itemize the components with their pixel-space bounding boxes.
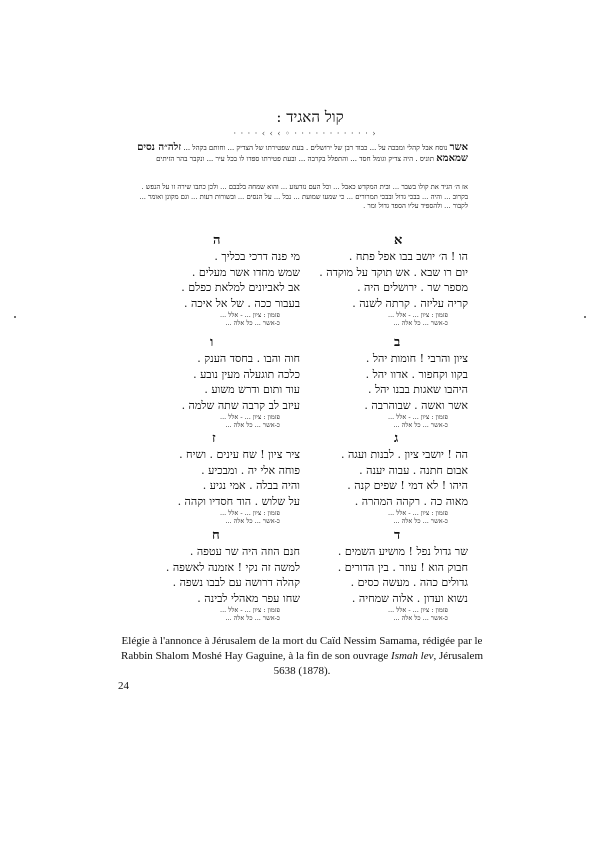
stanza-verse-line: היהבו שאגות בבנו יהל . [367, 383, 468, 396]
ornament-line: · · · · ‹ ‹ ‹ ◦ · · · · · · · · · · · › [233, 129, 377, 138]
stanza-letter: ג [394, 431, 399, 446]
stanza-verse-line: למשה זה נקי ! אזמנה לאשפה . [165, 560, 300, 574]
stanza-verse-line: שחו עפר מאהלי לבינה . [197, 591, 300, 605]
stanza-refrain-note: כ-אשר ... כל אלה ... [225, 421, 280, 429]
stanza-verse-line: מאוה כה . רקהה המהרה . [354, 494, 468, 508]
stanza-verse-line: פוחה אלי יה . ומבכיע . [201, 463, 300, 477]
stanza-block [318, 351, 468, 429]
intro-line-2: תוניס . היה צדיק וגומל חסד ... והתפלל בקרבה ... ובעת פטירתו ספדו לו בכל עיר ... ונקבר בהר הזיתים [156, 154, 434, 163]
stanza-refrain-note: פזמון : ציון ... - אלל ... [388, 311, 448, 319]
stanza-block [150, 249, 300, 327]
stanza-block [318, 544, 468, 622]
stanza-refrain-note: כ-אשר ... כל אלה ... [393, 421, 448, 429]
stanza-letter: ז [212, 431, 216, 446]
caption-line-3: 5638 (1878). [273, 665, 331, 677]
stanza-letter: ה [213, 233, 221, 248]
stanza-verse-line: אשר ואשה . שבוהרבה . [364, 398, 468, 412]
intro-lead-word: אשר [449, 142, 468, 153]
stanza-letter: ח [212, 528, 220, 543]
stanza-verse-line: ציר ציון ! שח עינים . ושיח . [179, 448, 300, 461]
caption-line-2-text: Rabbin Shalom Moshé Hay Gaguine, à la fin de son ouvrage [120, 650, 392, 662]
caption-line-2-end: , Jérusalem [433, 650, 483, 662]
stanza-verse-line: מספר שר . ירושלים היה . [357, 281, 468, 294]
stanza-verse-line: שמש מחדו אשר מעלים . [191, 265, 300, 279]
caption-line-2 [116, 649, 488, 664]
stanza-verse-line: חבוק הוא ! עוזר . בין הדורים . [337, 560, 468, 574]
intro-line-1: נוסח אבל קהלי ומבכה על ... כבוד רבן של ירושלים . בעת שפטירתו של הצדיק ... וחותם בקהל ... [183, 144, 448, 152]
stanza-block [150, 447, 300, 525]
stanza-letter: ו [210, 335, 214, 350]
stanza-block [318, 447, 468, 525]
stanza-letter: ב [394, 335, 401, 350]
stanza-refrain-note: כ-אשר ... כל אלה ... [393, 614, 448, 622]
stanza-refrain-note: פזמון : ציון ... - אלל ... [220, 311, 280, 319]
stanza-refrain-note: פזמון : ציון ... - אלל ... [388, 606, 448, 614]
stanza-verse-line: אבום חתנה . עבוה יענה . [359, 463, 468, 477]
stanza-refrain-note: כ-אשר ... כל אלה ... [225, 319, 280, 327]
stanza-verse-line: מי פנה דרכי בכליך . [214, 250, 300, 263]
intro-highlight: זלה״ה נסים שמאמא [137, 142, 468, 164]
intro-line-4: כי שמעו שמועת ... נבל ... על הנסים ... ובשורות רעות ... וגם מקונן ואומר ... לקבור ... ולהספיד עליו הספד גדול ומר . [139, 192, 468, 210]
stanza-refrain-note: כ-אשר ... כל אלה ... [225, 517, 280, 525]
stanza-verse-line: והיה בבלה . אמי נגיע . [202, 479, 300, 492]
stanza-refrain-note: פזמון : ציון ... - אלל ... [388, 413, 448, 421]
stanza-verse-line: גדולים כהה . מעשה כסים . [350, 576, 468, 589]
stanza-verse-line: חוה והבו . בחסד הענק . [197, 352, 300, 365]
intro-paragraph-2 [133, 183, 468, 212]
stanza-block [150, 544, 300, 622]
stanza-verse-line: חנם הוזה היה שר עטפה . [189, 545, 300, 558]
page-number: 24 [118, 680, 129, 692]
stanza-refrain-note: כ-אשר ... כל אלה ... [225, 614, 280, 622]
stanza-refrain-note: פזמון : ציון ... - אלל ... [220, 606, 280, 614]
stanza-refrain-note: פזמון : ציון ... - אלל ... [388, 509, 448, 517]
stanza-verse-line: קריה עליזה . קרתה לשנה . [352, 296, 468, 310]
stanza-verse-line: יום רו שבא . אש תוקד על מוקדה . [319, 265, 468, 279]
stanza-refrain-note: כ-אשר ... כל אלה ... [393, 517, 448, 525]
stanza-verse-line: עיזב לב קרבה שתה שלמה . [181, 398, 300, 412]
stanza-letter: א [394, 233, 403, 248]
stanza-verse-line: בקוו וקחפור . אדוו יהל . [365, 367, 468, 381]
stanza-verse-line: ציון והרבי ! חומות יהל . [365, 352, 468, 365]
stanza-verse-line: בעבור ככה . של אל איכה . [184, 296, 300, 310]
stanza-verse-line: הו ! ה׳ יושב בבו אפל פתח . [348, 250, 468, 263]
stanza-verse-line: היהו ! לא דמי ! שפים קנה . [347, 479, 468, 492]
intro-line-3: אז ה׳ הגיד את קולו בשבר ... ובית המקדש כאבל ... וכל העם נזדעזע ... והוא שמחה בלבבם ... ולכן כתבו שירה זו על הנפש . בקרוב ... והיה ... בבכי גדול ובבכי תמרורים ... [141, 183, 468, 201]
caption-book-title: Ismah lev [391, 650, 434, 662]
figure-caption [116, 634, 488, 679]
stanza-verse-line: אב לאביונים למלאת כפלם . [181, 281, 300, 294]
stanza-verse-line: הה ! יושבי ציון . לבנות ועגה . [340, 448, 468, 461]
stanza-verse-line: כלכה תוגעלה מעין נובע . [193, 367, 300, 381]
stanza-block [150, 351, 300, 429]
stanza-letter: ד [394, 528, 401, 543]
stanza-refrain-note: פזמון : ציון ... - אלל ... [220, 509, 280, 517]
margin-mark [14, 316, 16, 318]
caption-line-1: Elégie à l'annonce à Jérusalem de la mort du Caïd Nessim Samama, rédigée par le [121, 635, 483, 647]
stanza-verse-line: קהלה דרושה עם לבבו נשפה . [172, 576, 300, 589]
margin-mark [584, 316, 586, 318]
stanza-refrain-note: פזמון : ציון ... - אלל ... [220, 413, 280, 421]
intro-paragraph [133, 143, 468, 164]
stanza-verse-line: עוד ותום ודרש משוע . [204, 383, 300, 396]
stanza-verse-line: על שלוש . הוד חסדיו וקהה . [177, 494, 300, 508]
stanza-refrain-note: כ-אשר ... כל אלה ... [393, 319, 448, 327]
stanza-verse-line: שר גדול נפל ! מושיע השמים . [337, 545, 468, 558]
stanza-verse-line: נשוא ועדון . אלוה שמחיה . [351, 591, 468, 605]
page-title: קול האגיד : [276, 108, 344, 126]
stanza-block [318, 249, 468, 327]
